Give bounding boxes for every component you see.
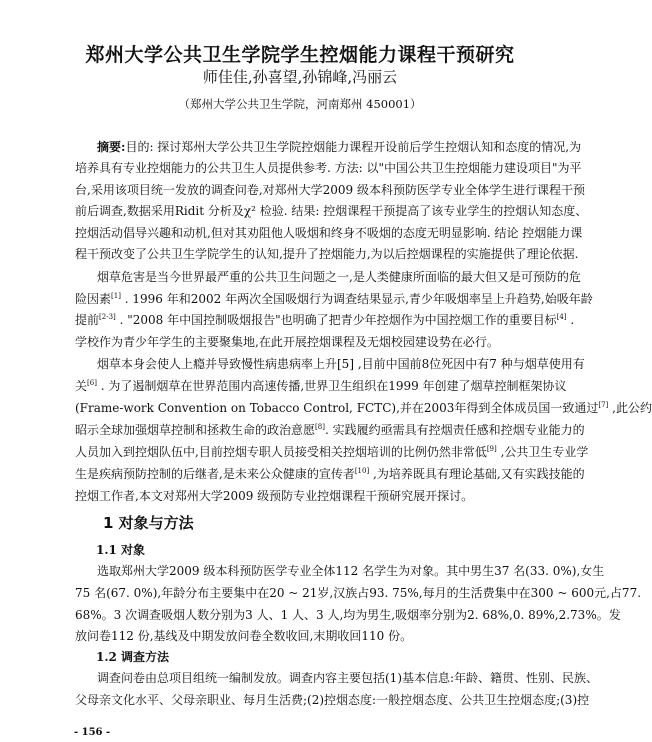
text-line: 烟草本身会使人上瘾并导致慢性病患病率上升[5] ,目前中国前8位死因中有7 种与烟草使用有 [97,357,585,371]
text-line: 学校作为青少年学生的主要聚集地,在此开展控烟课程及无烟校园建设势在必行。 [75,334,499,349]
text-line: 人员加入到控烟队伍中,目前控烟专职人员接受相关控烟培训的比例仍然非常低[9] ,公共卫生专业学 [75,445,589,459]
text-line: 选取郑州大学2009 级本科预防医学专业全体112 名学生为对象。其中男生37 名(33. 0%),女生 [97,564,605,578]
text-line: 68%。3 次调查吸烟人数分别为3 人、1 人、3 人,均为男生,吸烟率分别为2. 68%,0. 89%,2.73%。发 [75,607,621,622]
text-line: 烟草危害是当今世界最严重的公共卫生问题之一,是人类健康所面临的最大但又是可预防的危 [97,270,581,284]
text-line: 调查问卷由总项目组统一编制发放。调查内容主要包括(1)基本信息:年龄、籍贯、性别、民族、 [97,671,599,685]
page-number: - 156 - [74,727,111,738]
text-line: (Frame-work Convention on Tobacco Control, FCTC),并在2003年得到全体成员国一致通过[7] ,此公约 [75,401,652,415]
text-line: 提前[2-3] . "2008 年中国控制吸烟报告"也明确了把青少年控烟作为中国控烟工作的重要目标[4] . [75,313,575,328]
authors: 师佳佳,孙喜望,孙锦峰,冯丽云 [202,68,398,86]
subsection-heading: 1.1 对象 [96,543,146,557]
text-line: 昭示全球加强烟草控制和拯救生命的政治意愿[8]. 实践履约亟需具有控烟责任感和控烟专业能力的 [75,423,585,437]
text-line: 控烟工作者,本文对郑州大学2009 级预防专业控烟课程干预研究展开探讨。 [75,489,474,503]
text-line: 险因素[1] . 1996 年和2002 年两次全国吸烟行为调查结果显示,青少年吸烟率呈上升趋势,始吸年龄 [75,291,593,306]
text-line: 75 名(67. 0%),年龄分布主要集中在20 ~ 21岁,汉族占93. 75%,每月的生活费集中在300 ~ 600元,占77. [75,585,642,600]
text-line: 培养具有专业控烟能力的公共卫生人员提供参考. 方法: 以"中国公共卫生控烟能力建设项目"为平 [75,161,582,176]
paper-title: 郑州大学公共卫生学院学生控烟能力课程干预研究 [85,44,515,66]
text-line: 台,采用该项目统一发放的调查问卷,对郑州大学2009 级本科预防医学专业全体学生进行课程干预 [75,182,585,197]
text-line: 关[6] . 为了遏制烟草在世界范围内高速传播,世界卫生组织在1999 年创建了烟草控制框架协议 [75,379,567,393]
text-line: 控烟活动倡导兴趣和动机,但对其劝阻他人吸烟和终身不吸烟的态度无明显影响. 结论 控烟能力课 [75,225,583,240]
abstract-label: 摘要: [97,140,126,154]
text-line: 摘要:目的: 探讨郑州大学公共卫生学院控烟能力课程开设前后学生控烟认知和态度的情况,为 [97,140,582,154]
subsection-heading: 1.2 调查方法 [96,650,170,664]
text-line: 前后调查,数据采用Ridit 分析及χ² 检验. 结果: 控烟课程干预提高了该专业学生的控烟认知态度、 [75,204,588,219]
text-line: 程干预改变了公共卫生学院学生的认知,提升了控烟能力,为以后控烟课程的实施提供了理论依据. [75,247,579,261]
text-line: 放问卷112 份,基线及中期发放问卷全数收回,末期收回110 份。 [75,629,413,644]
affiliation: （郑州大学公共卫生学院，河南郑州 450001） [178,97,422,111]
section-heading: 1 对象与方法 [103,514,194,532]
text-line: 生是疾病预防控制的后继者,是未来公众健康的宣传者[10] ,为培养既具有理论基础,又有实践技能的 [75,467,585,481]
text-line: 父母亲文化水平、父母亲职业、每月生活费;(2)控烟态度:一般控烟态度、公共卫生控烟态度;(3)控 [75,693,590,707]
